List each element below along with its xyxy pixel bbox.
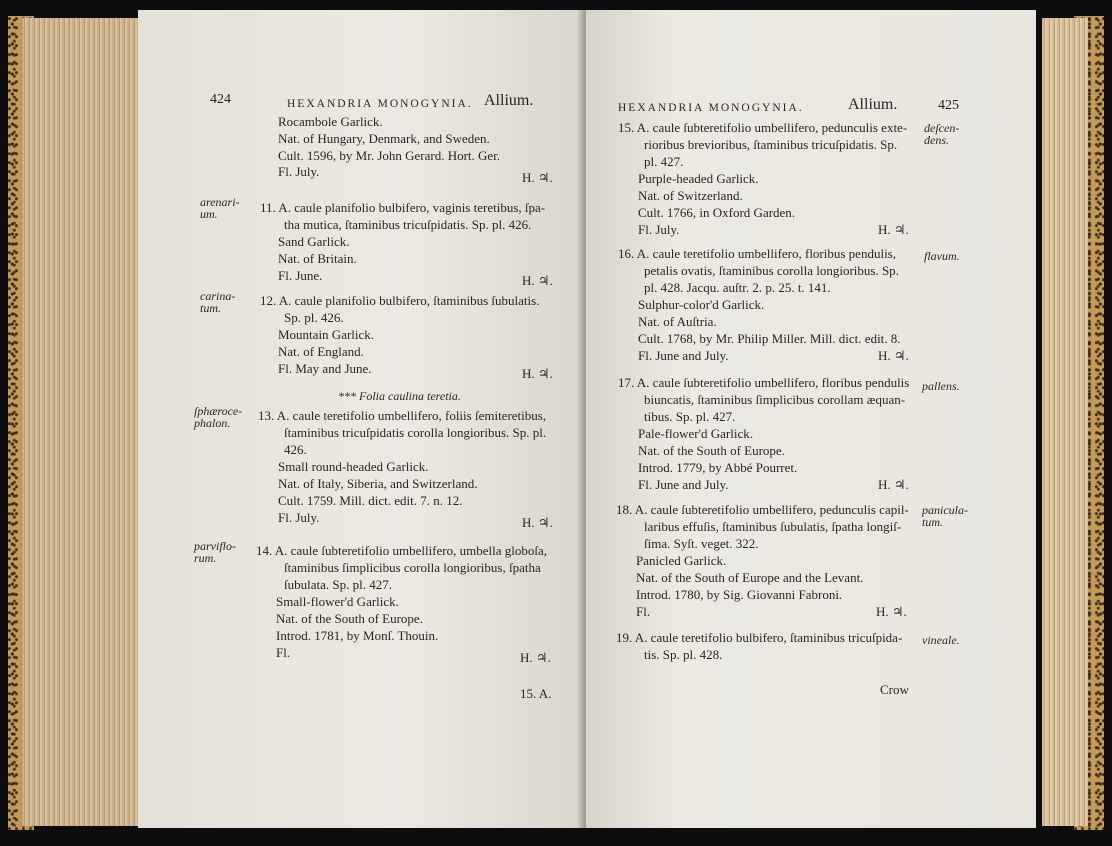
margin-epithet: vineale. xyxy=(922,633,960,647)
text-line: ſubulata. Sp. pl. 427. xyxy=(284,577,392,592)
text-line: Sp. pl. 426. xyxy=(284,310,344,325)
text-line: Sulphur-color'd Garlick. xyxy=(638,297,765,312)
margin-epithet: arenari- xyxy=(200,195,240,209)
margin-epithet: um. xyxy=(200,207,218,221)
text-line: Cult. 1768, by Mr. Philip Miller. Mill. dict. edit. 8. xyxy=(638,331,901,346)
text-line: ſtaminibus tricuſpidatis corolla longioribus. Sp. pl. xyxy=(284,425,547,440)
text-line: Sand Garlick. xyxy=(278,234,350,249)
right-page xyxy=(586,10,1036,828)
hardiness-mark: H. ♃. xyxy=(876,604,907,619)
genus-heading: Allium. xyxy=(484,92,534,109)
text-line: Introd. 1781, by Monſ. Thouin. xyxy=(276,628,439,643)
hardiness-mark: H. ♃. xyxy=(878,348,909,363)
text-line: Nat. of England. xyxy=(278,344,364,359)
text-line: 12. A. caule planifolio bulbifero, ſtaminibus ſubulatis. xyxy=(260,293,540,308)
running-header: HEXANDRIA MONOGYNIA. xyxy=(287,98,473,110)
hardiness-mark: H. ♃. xyxy=(878,477,909,492)
text-line: ſtaminibus ſimplicibus corolla longioribus, ſpatha xyxy=(284,560,541,575)
text-line: Fl. July. xyxy=(638,222,680,237)
text-line: 15. A. caule ſubteretifolio umbellifero, pedunculis exte- xyxy=(618,120,908,135)
catchword: 15. A. xyxy=(520,686,552,701)
text-line: biuncatis, ſtaminibus ſimplicibus corollam æquan- xyxy=(644,392,906,407)
text-line: 13. A. caule teretifolio umbellifero, foliis ſemiteretibus, xyxy=(258,408,547,423)
margin-epithet: tum. xyxy=(200,301,221,315)
text-line: tibus. Sp. pl. 427. xyxy=(644,409,736,424)
text-line: Pale-flower'd Garlick. xyxy=(638,426,753,441)
margin-epithet: flavum. xyxy=(924,249,960,263)
hardiness-mark: H. ♃. xyxy=(522,515,553,530)
left-page-stack xyxy=(22,18,140,826)
text-line: Small round-headed Garlick. xyxy=(278,459,429,474)
text-line: Introd. 1779, by Abbé Pourret. xyxy=(638,460,798,475)
text-line: rioribus brevioribus, ſtaminibus tricuſpidatis. Sp. xyxy=(644,137,898,152)
text-line: pl. 428. Jacqu. auſtr. 2. p. 25. t. 141. xyxy=(644,280,831,295)
page-number: 425 xyxy=(938,98,959,113)
margin-epithet: pallens. xyxy=(922,379,960,393)
hardiness-mark: H. ♃. xyxy=(522,170,553,185)
text-line: Panicled Garlick. xyxy=(636,553,727,568)
text-line: Fl. June and July. xyxy=(638,477,729,492)
text-line: Introd. 1780, by Sig. Giovanni Fabroni. xyxy=(636,587,843,602)
text-line: pl. 427. xyxy=(644,154,684,169)
hardiness-mark: H. ♃. xyxy=(520,650,551,665)
text-line: 16. A. caule teretifolio umbellifero, floribus pendulis, xyxy=(618,246,896,261)
text-line: laribus effuſis, ſtaminibus ſubulatis, ſpatha longiſ- xyxy=(644,519,902,534)
text-line: Small-flower'd Garlick. xyxy=(276,594,399,609)
page-number: 424 xyxy=(210,92,231,107)
text-line: Nat. of the South of Europe and the Levant. xyxy=(636,570,864,585)
hardiness-mark: H. ♃. xyxy=(522,273,553,288)
margin-epithet: deſcen- xyxy=(924,121,960,135)
text-line: Nat. of the South of Europe. xyxy=(638,443,785,458)
open-book xyxy=(8,10,1104,836)
text-line: Nat. of Hungary, Denmark, and Sweden. xyxy=(278,131,490,146)
margin-epithet: ſphæroce- xyxy=(194,404,243,418)
running-header: HEXANDRIA MONOGYNIA. xyxy=(618,102,804,114)
text-line: 14. A. caule ſubteretifolio umbellifero, umbella globoſa, xyxy=(256,543,547,558)
margin-epithet: rum. xyxy=(194,551,217,565)
genus-heading: Allium. xyxy=(848,96,898,113)
text-line: Nat. of Italy, Siberia, and Switzerland. xyxy=(278,476,478,491)
text-line: 18. A. caule ſubteretifolio umbellifero, pedunculis capil- xyxy=(616,502,909,517)
text-line: 11. A. caule planifolio bulbifero, vaginis teretibus, ſpa- xyxy=(260,200,546,215)
hardiness-mark: H. ♃. xyxy=(878,222,909,237)
text-line: Fl. xyxy=(276,645,291,660)
text-line: tis. Sp. pl. 428. xyxy=(644,647,723,662)
text-line: Cult. 1759. Mill. dict. edit. 7. n. 12. xyxy=(278,493,463,508)
text-line: Fl. June and July. xyxy=(638,348,729,363)
text-line: Fl. July. xyxy=(278,164,320,179)
margin-epithet: dens. xyxy=(924,133,949,147)
text-line: Fl. xyxy=(636,604,651,619)
margin-epithet: carina- xyxy=(200,289,236,303)
text-line: ſima. Syſt. veget. 322. xyxy=(644,536,759,551)
text-line: Mountain Garlick. xyxy=(278,327,375,342)
text-line: 17. A. caule ſubteretifolio umbellifero, floribus pendulis xyxy=(618,375,910,390)
text-line: Rocambole Garlick. xyxy=(278,114,383,129)
text-line: Nat. of Auſtria. xyxy=(638,314,717,329)
text-line: Nat. of Britain. xyxy=(278,251,357,266)
text-line: Cult. 1766, in Oxford Garden. xyxy=(638,205,796,220)
text-line: Nat. of Switzerland. xyxy=(638,188,743,203)
section-heading: *** Folia caulina teretia. xyxy=(338,389,461,403)
text-line: Purple-headed Garlick. xyxy=(638,171,759,186)
margin-epithet: phalon. xyxy=(194,416,231,430)
left-page xyxy=(138,10,582,828)
text-line: tha mutica, ſtaminibus tricuſpidatis. Sp. pl. 426. xyxy=(284,217,532,232)
text-line: Fl. July. xyxy=(278,510,320,525)
right-page-stack xyxy=(1042,18,1088,826)
margin-epithet: panicula- xyxy=(922,503,968,517)
text-line: 19. A. caule teretifolio bulbifero, ſtaminibus tricuſpida- xyxy=(616,630,903,645)
text-line: 426. xyxy=(284,442,307,457)
text-line: Fl. June. xyxy=(278,268,323,283)
catchword: Crow xyxy=(880,682,909,697)
text-line: Nat. of the South of Europe. xyxy=(276,611,423,626)
hardiness-mark: H. ♃. xyxy=(522,366,553,381)
text-line: Cult. 1596, by Mr. John Gerard. Hort. Ger. xyxy=(278,148,501,163)
text-line: Fl. May and June. xyxy=(278,361,372,376)
margin-epithet: parviflo- xyxy=(194,539,236,553)
text-line: petalis ovatis, ſtaminibus corolla longioribus. Sp. xyxy=(644,263,899,278)
margin-epithet: tum. xyxy=(922,515,943,529)
